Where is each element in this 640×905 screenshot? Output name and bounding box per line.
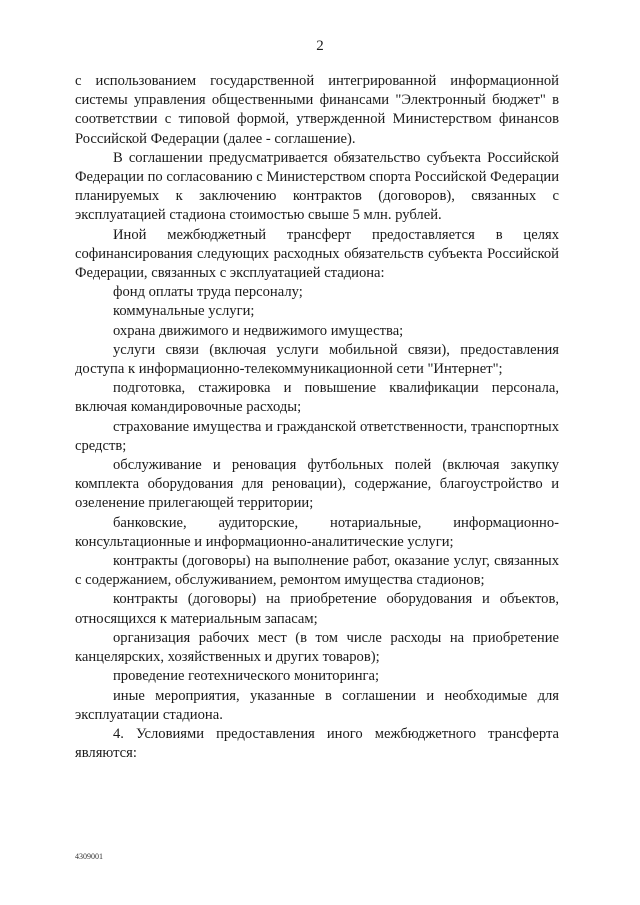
section-heading-paragraph: 4. Условиями предоставления иного межбюджетного трансферта являются: bbox=[75, 725, 559, 762]
list-item: контракты (договоры) на выполнение работ, оказание услуг, связанных с содержанием, обслуживанием, ремонтом имущества стадионов; bbox=[75, 553, 559, 589]
list-item: иные мероприятия, указанные в соглашении и необходимые для эксплуатации стадиона. bbox=[75, 687, 559, 723]
list-item: подготовка, стажировка и повышение квалификации персонала, включая командировочные расходы; bbox=[75, 380, 559, 416]
page-number: 2 bbox=[316, 38, 324, 54]
paragraph: с использованием государственной интегрированной информационной системы управления общественными финансами "Электронный бюджет" в соответствии с типовой формой, утвержденной Министерством финансов Российской Федерации (далее - соглашение). bbox=[75, 73, 559, 147]
document-code: 4309001 bbox=[75, 852, 103, 861]
list-item: услуги связи (включая услуги мобильной связи), предоставления доступа к информационно-телекоммуникационной сети "Интернет"; bbox=[75, 341, 559, 378]
list-item: страхование имущества и гражданской ответственности, транспортных средств; bbox=[75, 418, 559, 454]
document-body bbox=[75, 72, 559, 763]
paragraph: Иной межбюджетный трансферт предоставляется в целях софинансирования следующих расходных обязательств субъекта Российской Федерации, связанных с эксплуатацией стадиона: bbox=[75, 226, 559, 282]
list-item: фонд оплаты труда персоналу; bbox=[113, 284, 303, 301]
paragraph: В соглашении предусматривается обязательство субъекта Российской Федерации по согласованию с Министерством спорта Российской Федерации планируемых к заключению контрактов (договоров), связанных с эксплуатацией стадиона стоимостью свыше 5 млн. рублей. bbox=[75, 149, 559, 224]
list-item: контракты (договоры) на приобретение оборудования и объектов, относящихся к материальным запасам; bbox=[75, 591, 559, 627]
list-item: коммунальные услуги; bbox=[113, 303, 255, 320]
list-item: проведение геотехнического мониторинга; bbox=[113, 668, 380, 685]
list-item: банковские, аудиторские, нотариальные, информационно-консультационные и информационно-аналитические услуги; bbox=[75, 514, 559, 550]
list-item: обслуживание и реновация футбольных полей (включая закупку комплекта оборудования для реновации), содержание, благоустройство и озеленение прилегающей территории; bbox=[75, 457, 559, 512]
list-item: охрана движимого и недвижимого имущества; bbox=[113, 322, 404, 339]
list-item: организация рабочих мест (в том числе расходы на приобретение канцелярских, хозяйственных и других товаров); bbox=[75, 629, 559, 666]
